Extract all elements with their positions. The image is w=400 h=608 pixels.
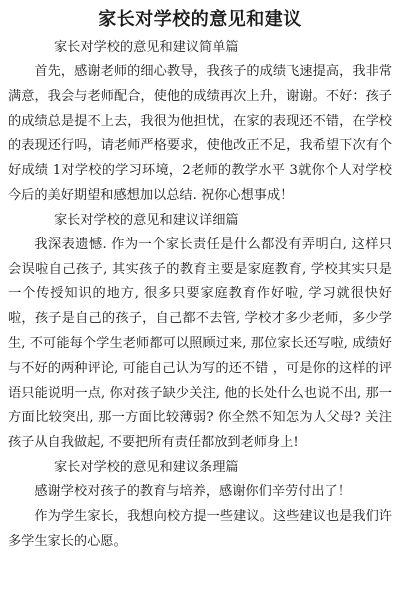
section-organized: [8, 456, 392, 554]
paragraph: 首先，感谢老师的细心教导，我孩子的成绩飞速提高，我非常满意，我会与老师配合，使他的成绩再次上升，谢谢。不好：孩子的成绩总是提不上去，我很为他担忧，在家的表现还不错，在学校的表现还行吗，请老师严格要求，使他改正不足，我希望下次有个好成绩 1对学校的学习环境，2老师的教学水平 3就你个人对学校今后的美好期望和感想加以总结. 祝你心想事成！: [8, 64, 392, 203]
section-heading-simple: 家长对学校的意见和建议简单篇: [54, 40, 239, 55]
section-heading-organized: 家长对学校的意见和建议条理篇: [54, 459, 239, 475]
article-title: 家长对学校的意见和建议: [98, 9, 302, 30]
paragraph: 感谢学校对孩子的教育与培养，感谢你们辛劳付出了！: [34, 483, 351, 499]
paragraph: 作为学生家长，我想向校方提一些建议。这些建议也是我们许多学生家长的心愿。: [8, 508, 392, 549]
paragraph: 我深表遗憾. 作为一个家长责任是什么都没有弄明白, 这样只会误啦自己孩子, 其实孩子的教育主要是家庭教育, 学校其实只是一个传授知识的地方, 很多只要家庭教育作好啦, 学习就很快好啦，孩子是自己的孩子，自己都不去管, 学校才多少老师，多少学生, 不可能每个学生老师都可以照顾过来, 那位家长还写啦, 成绩好与不好的两种评论, 可能自己认为写的还不错 ，可是你的这样的评语只能说明一点, 你对孩子缺少关注, 他的长处什么也说不出, 那一方面比较突出, 那一方面比较薄弱? 你全然不知怎为人父母? 关注孩子从自我做起, 不要把所有责任都放到老师身上!: [8, 236, 392, 451]
section-detailed: [8, 209, 392, 456]
section-heading-detailed: 家长对学校的意见和建议详细篇: [54, 212, 239, 228]
section-simple: [8, 36, 392, 209]
